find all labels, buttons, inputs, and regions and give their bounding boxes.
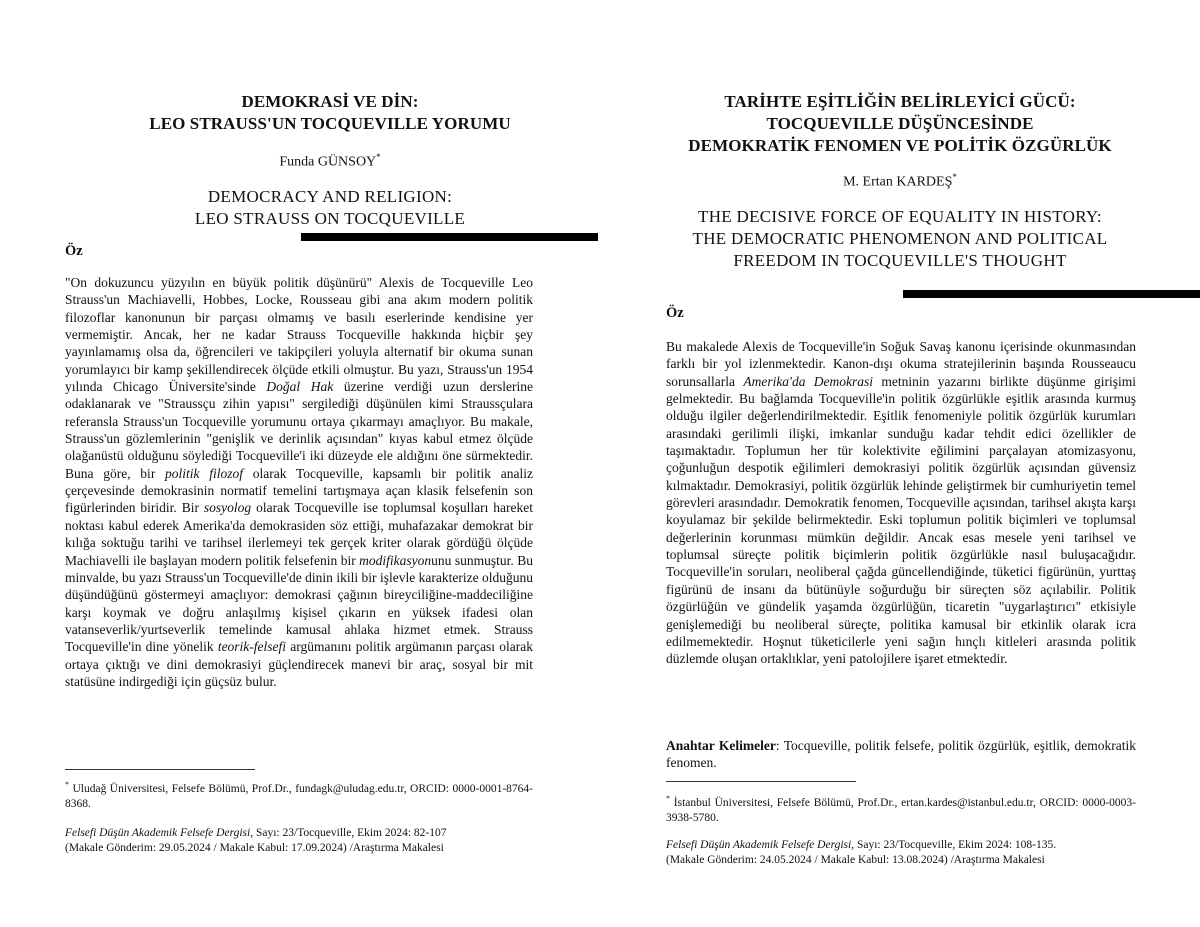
footnote-mark: * <box>65 780 69 789</box>
title-line: DEMOKRASİ VE DİN: <box>241 92 419 111</box>
journal-issue: , Sayı: 23/Tocqueville, Ekim 2024: 82-107 <box>250 827 447 839</box>
abstract-heading: Öz <box>666 305 684 321</box>
decorative-title-bar <box>301 233 598 241</box>
abstract-italic-term: teorik-felsefi <box>217 639 287 655</box>
journal-name: Felsefi Düşün Akademik Felsefe Dergisi <box>666 839 852 851</box>
title-line: LEO STRAUSS'UN TOCQUEVILLE YORUMU <box>149 114 511 133</box>
abstract-italic-term: sosyolog <box>203 500 252 516</box>
footnote-text: İstanbul Üniversitesi, Felsefe Bölümü, Prof.Dr., ertan.kardes@istanbul.edu.tr, ORCID: 0000-0003-3938-5780. <box>666 796 1136 825</box>
abstract-italic-term: politik filozof <box>165 465 244 481</box>
author-footnote-mark: * <box>952 172 957 182</box>
abstract-text: Bu makalede Alexis de Tocqueville'in Soğuk Savaş kanonu içerisinde okunmasından farklı bir yol izlenmektedir. Kanon-dışı okuma stratejilerinin başında Rousseaucu sorunsallarla <box>666 339 1136 389</box>
keywords-text: : Tocqueville, politik felsefe, politik özgürlük, eşitlik, demokratik fenomen. <box>666 738 1136 771</box>
footnote-text: Uludağ Üniversitesi, Felsefe Bölümü, Prof.Dr., fundagk@uludag.edu.tr, ORCID: 0000-0001-8764-8368. <box>65 782 533 811</box>
article-title-en <box>62 186 598 230</box>
footnote-separator <box>65 769 255 770</box>
journal-issue: , Sayı: 23/Tocqueville, Ekim 2024: 108-135. <box>851 839 1057 851</box>
abstract-italic-term: modifikasyon <box>359 552 432 568</box>
abstract-text: unu sunmuştur. Bu minvalde, bu yazı Strauss'un Tocqueville'de dinin ikili bir işlevle karakterize olduğunu düşündüğünü göstermeyi amaçlıyor: demokrasi çağının bireyciliğine-maddeciliğine karşı koymak ve doğru anlaşılmış kişisel çıkarın en yüksek ifadesi olan vatanseverlik/yurtseverlik temelinde kamusal ahlaka hizmet etmek. Strauss Tocqueville'in dine yönelik <box>65 552 533 655</box>
abstract-italic-term: Amerika'da Demokrasi <box>743 373 874 389</box>
decorative-title-bar <box>903 290 1200 298</box>
footnote-mark: * <box>666 794 670 803</box>
abstract-text: olarak Tocqueville, kapsamlı bir politik analiz çerçevesinde demokrasinin normatif temelini tartışmaya açan klasik felsefenin son figürlerinden biridir. Bir <box>65 465 533 516</box>
article-title-en <box>660 206 1140 272</box>
abstract-heading: Öz <box>65 243 83 259</box>
abstract-paragraph <box>666 338 1136 668</box>
abstract-text: olarak Tocqueville ise toplumsal koşulları hareket noktası kabul ederek Amerika'da demokrasiden söz ettiği, muhafazakar demokrat bir kılığa soktuğu tarihi ve tarihsel ilerlemeyi tek gerçek kriter olarak gördüğü ölçüde Machiavelli ile başlayan modern politik felsefenin bir <box>65 500 533 568</box>
abstract-body <box>666 338 1136 668</box>
abstract-body <box>65 274 533 690</box>
en-title-line: THE DECISIVE FORCE OF EQUALITY IN HISTORY: <box>698 207 1102 226</box>
keywords-label: Anahtar Kelimeler <box>666 738 776 753</box>
author-footnote-mark: * <box>376 152 381 162</box>
author-text: M. Ertan KARDEŞ <box>843 174 953 190</box>
abstract-text: üzerine verdiği uzun derslerine odaklanarak ve "Straussçu zihin yapısı" sergilediği düşünülen kimi Straussçulara referansla Strauss'un Tocqueville yorumunu ortaya çıkarmayı amaçlıyor. Bu makale, Strauss'un gözlemlerinin "genişlik ve derinlik açısından" kıyas kabul etmez ölçüde olağanüstü olduğunu söylediği Tocqueville'i iki düzeyde ele aldığını öne sürmektedir. Buna göre, bir <box>65 379 533 481</box>
author-name <box>660 172 1140 191</box>
journal-citation <box>666 838 1166 868</box>
article-title-tr <box>62 91 598 135</box>
journal-info-line <box>65 826 565 841</box>
journal-info-line <box>666 838 1166 853</box>
journal-citation <box>65 826 565 856</box>
submission-dates: (Makale Gönderim: 24.05.2024 / Makale Kabul: 13.08.2024) /Araştırma Makalesi <box>666 854 1045 866</box>
title-line: TARİHTE EŞİTLİĞİN BELİRLEYİCİ GÜCÜ: <box>724 92 1076 111</box>
author-footnote <box>65 777 533 813</box>
title-line: DEMOKRATİK FENOMEN VE POLİTİK ÖZGÜRLÜK <box>688 136 1112 155</box>
author-text: Funda GÜNSOY <box>279 154 377 170</box>
en-title-line: FREEDOM IN TOCQUEVILLE'S THOUGHT <box>733 251 1067 270</box>
keywords <box>666 737 1136 772</box>
title-line: TOCQUEVILLE DÜŞÜNCESİNDE <box>766 114 1034 133</box>
author-footnote <box>666 791 1136 827</box>
journal-name: Felsefi Düşün Akademik Felsefe Dergisi <box>65 827 251 839</box>
footnote-separator <box>666 781 856 782</box>
article-title-tr <box>660 91 1140 157</box>
en-title-line: DEMOCRACY AND RELIGION: <box>207 187 453 206</box>
submission-dates: (Makale Gönderim: 29.05.2024 / Makale Kabul: 17.09.2024) /Araştırma Makalesi <box>65 842 444 854</box>
en-title-line: THE DEMOCRATIC PHENOMENON AND POLITICAL <box>692 229 1108 248</box>
abstract-text: argümanını politik argümanın parçası olarak ortaya çıktığı ve dini demokrasiyi güçlendirecek manevi bir araç, sosyal bir mit statüsüne indirgediği için güçsüz bulur. <box>65 639 533 689</box>
abstract-text: metninin yazarını birlikte düşünme girişimi gelmektedir. Bu bağlamda Tocqueville'in politik özgürlükle eşitlik arasında kurmuş olduğu ilgiler değerlendirilmektedir. Eşitlik fenomeniyle politik özgürlük kurumları arasındaki gerilimli ilişki, imkanlar sunduğu kadar tehdit edici özellikler de taşımaktadır. Toplumun her tür kolektivite eğilimini parçalayan atomizasyonu, çoğunluğun despotik eğilimleri demokrasiyi politik özgürlük açısından güvensiz kılmaktadır. Demokrasiyi, politik özgürlük lehinde geliştirmek bir cumhuriyetin temel görevleri arasındadır. Demokratik fenomen, Tocqueville açısından, tarihsel akışta karşı koyulamaz bir şekilde belirmektedir. Eski toplumun politik biçimleri ve toplumsal değerlerinin korunması mümkün değildir. Ancak esas mesele yeni tarihsel ve toplumsal süreçte politik biçimlerin politik özgürlükle nasıl buluşacağıdır. Tocqueville'in soruları, neoliberal çağda güncellendiğinde, tüketici figürünün, yurttaş figürünü de insanı da bütünüyle soğurduğu bir süreçten söz açılabilir. Politik özgürlüğün ve gündelik yaşamda özgürlüğün, ticaretin "uygarlaştırıcı" etkisiyle genişlemediği bu neoliberal süreçte, politika kamusal bir etkinlik olarak icra edilmemektedir. Hoşnut tüketicilerle yeni sağın hınçlı kitleleri arasında politik düzlemde oluşan ortaklıklar, yeni patolojilere işaret etmektedir. <box>666 373 1136 667</box>
right-page <box>600 0 1200 927</box>
en-title-line: LEO STRAUSS ON TOCQUEVILLE <box>194 209 466 228</box>
author-name <box>62 152 598 171</box>
abstract-text: "On dokuzuncu yüzyılın en büyük politik düşünürü" Alexis de Tocqueville Leo Strauss'un Machiavelli, Hobbes, Locke, Rousseau gibi ana akım modern politik filozoflar kanonunun bir parçası olmamış ve basılı eserlerinde kendisine yer vermemiştir. Ancak, her ne kadar Strauss Tocqueville hakkında hiçbir şey yayınlamamış olsa da, öğrencileri ve takipçileri yoluyla alternatif bir okuma sunan yorumlayıcı bir kamp şekillendirecek ölçüde etkili olmuştur. Bu yazı, Strauss'un 1954 yılında Chicago Üniversite'sinde <box>65 275 533 395</box>
abstract-italic-term: Doğal Hak <box>266 379 334 395</box>
abstract-paragraph <box>65 274 533 690</box>
